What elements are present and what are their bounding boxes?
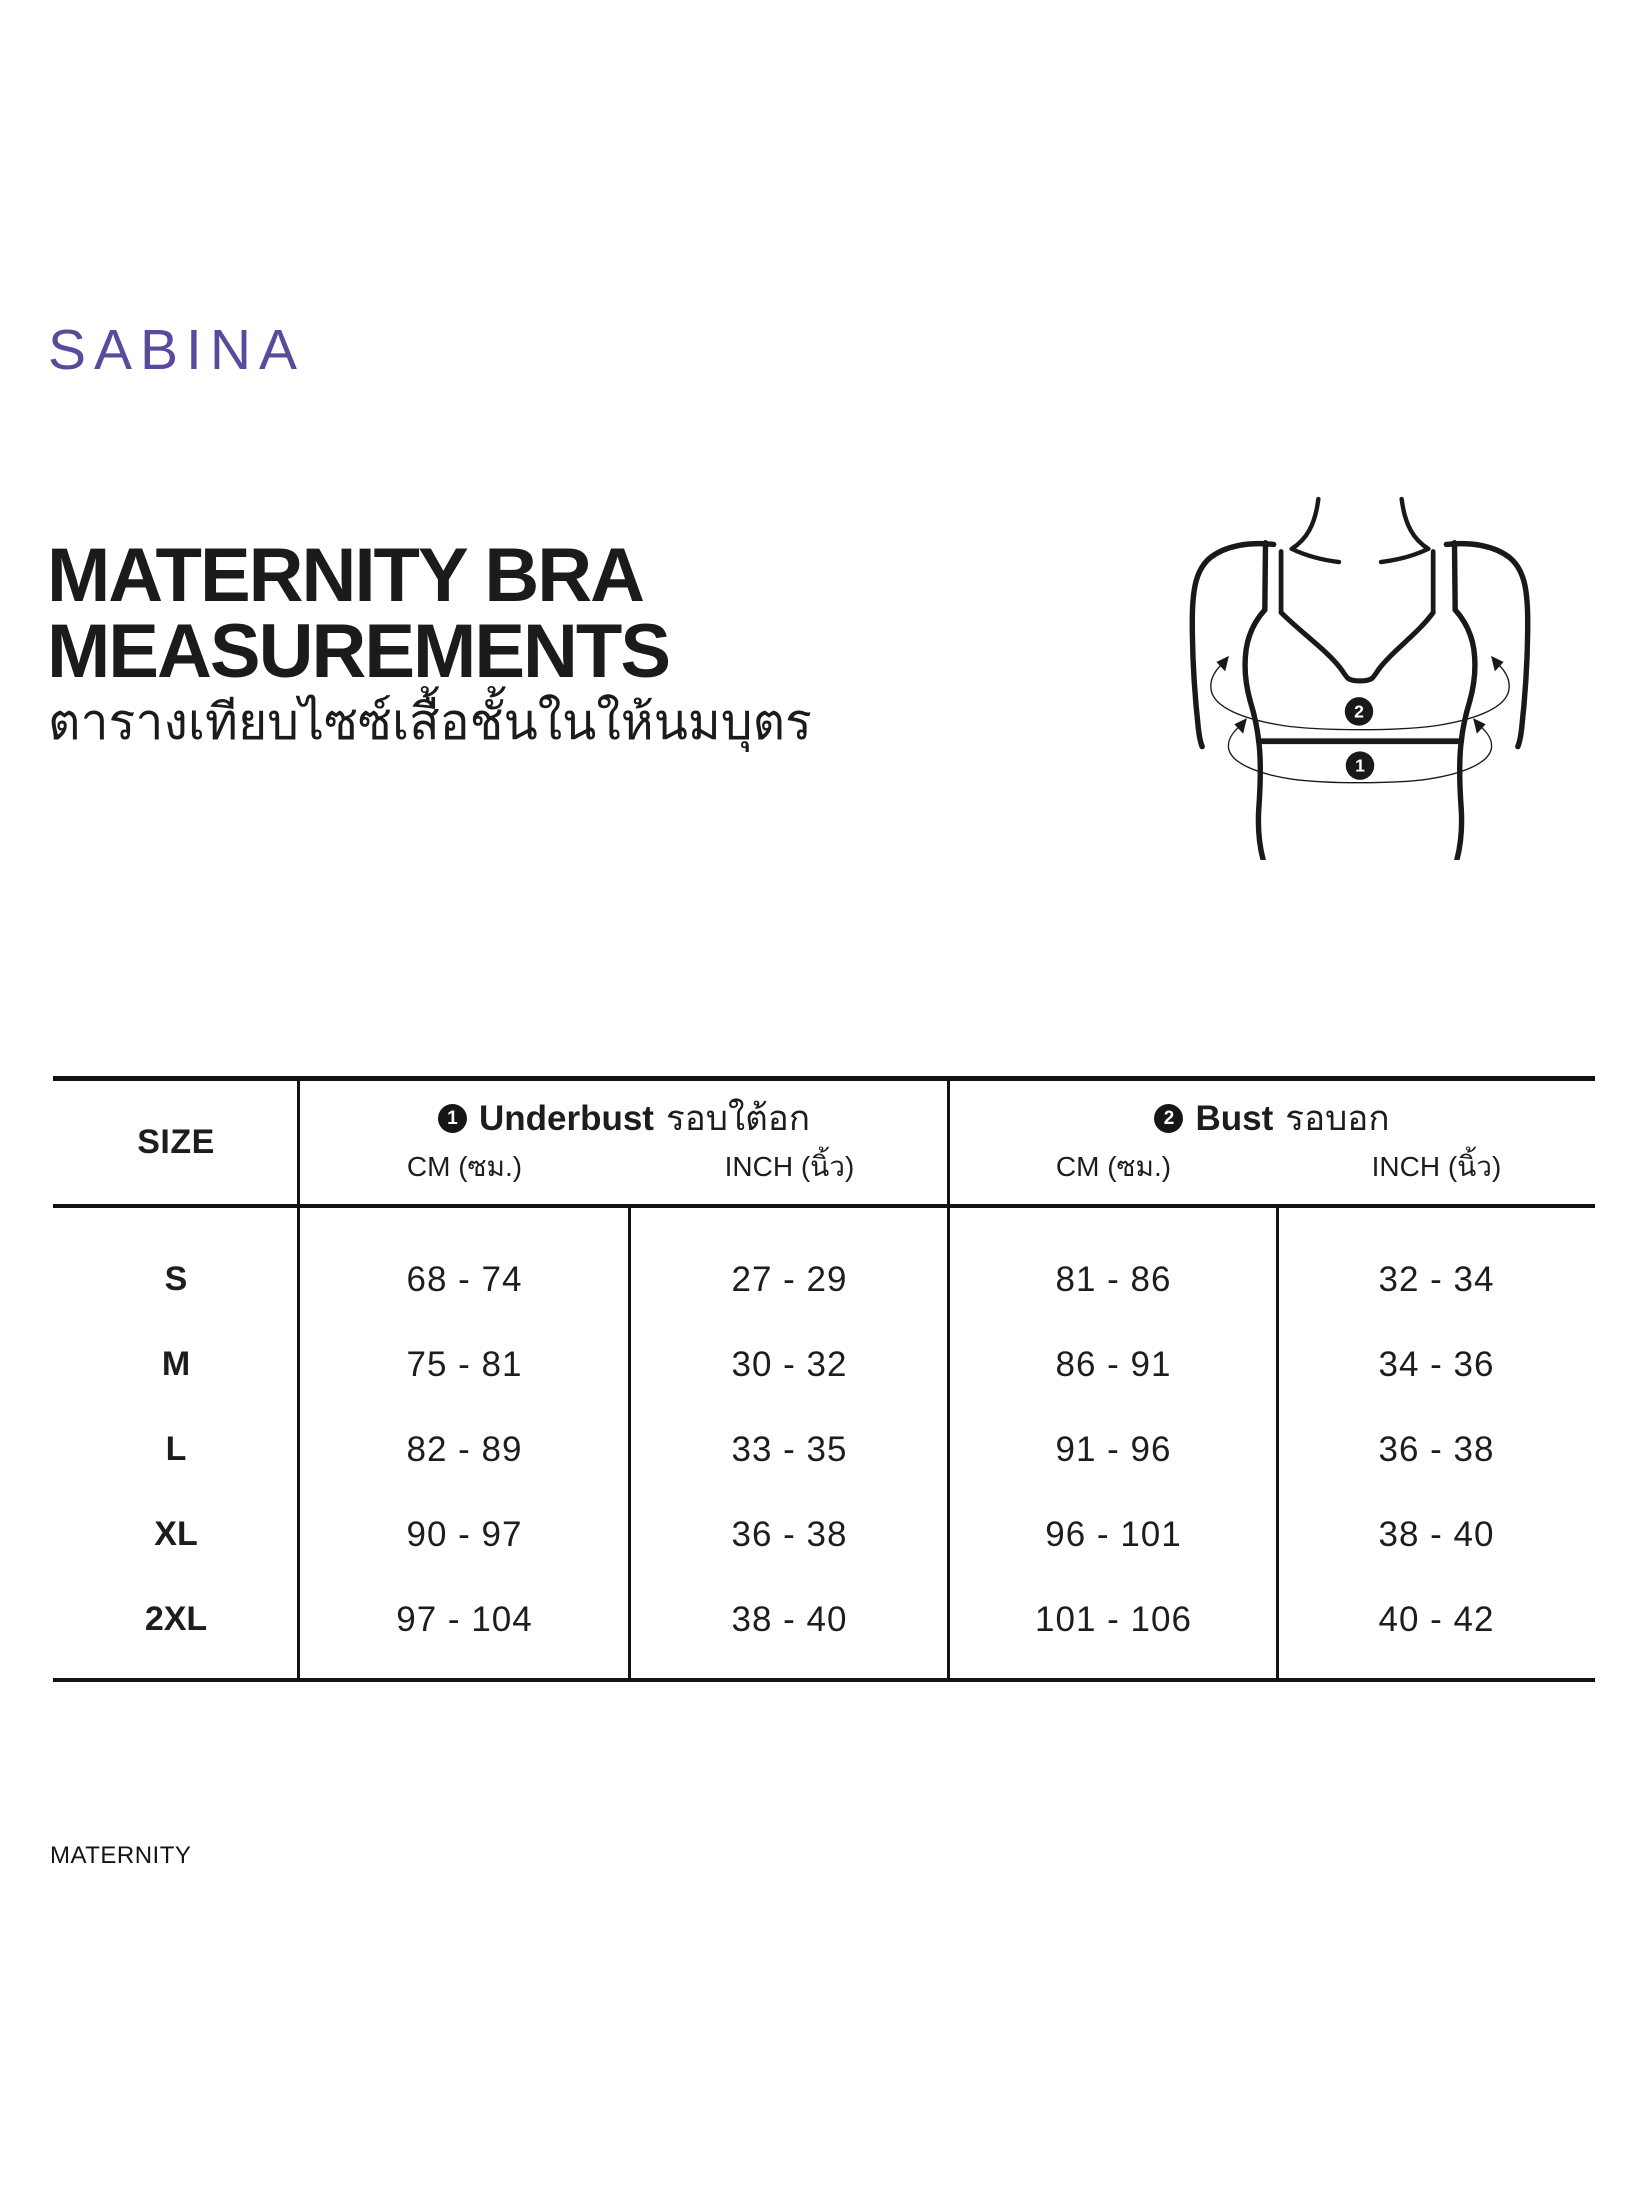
arrow-icon xyxy=(1216,656,1229,672)
bust-inch-value: 32 - 34 xyxy=(1378,1259,1495,1299)
table-header xyxy=(53,1081,1595,1208)
size-table xyxy=(53,1076,1595,1682)
underbust-inch-value: 36 - 38 xyxy=(731,1514,848,1554)
underbust-title-en: Underbust xyxy=(478,1098,654,1138)
table-row xyxy=(53,1407,1595,1492)
column-header-size: SIZE xyxy=(137,1123,215,1161)
bust-number-badge: 2 xyxy=(1154,1104,1183,1133)
bust-cm-value: 96 - 101 xyxy=(1045,1514,1182,1554)
brand-logo: SABINA xyxy=(48,318,306,382)
column-header-bust xyxy=(949,1081,1595,1204)
table-body xyxy=(53,1208,1595,1678)
torso-outline xyxy=(1192,499,1527,860)
underbust-cm-value: 75 - 81 xyxy=(406,1344,523,1384)
bra-measurement-illustration xyxy=(1150,470,1570,860)
bust-inch-value: 38 - 40 xyxy=(1378,1514,1495,1554)
page-title xyxy=(47,533,670,694)
bust-cm-value: 101 - 106 xyxy=(1035,1599,1192,1639)
underbust-inch-value: 30 - 32 xyxy=(731,1344,848,1384)
underbust-cm-value: 82 - 89 xyxy=(406,1429,523,1469)
table-row xyxy=(53,1237,1595,1322)
underbust-number-badge: 1 xyxy=(438,1104,467,1133)
title-line-2: MEASUREMENTS xyxy=(47,609,670,694)
subheader-bust-cm: CM (ซม.) xyxy=(1055,1150,1172,1182)
underbust-inch-value: 33 - 35 xyxy=(731,1429,848,1469)
table-row xyxy=(53,1322,1595,1407)
underbust-cm-value: 97 - 104 xyxy=(396,1599,533,1639)
bust-cm-value: 91 - 96 xyxy=(1055,1429,1172,1469)
arrow-icon xyxy=(1473,718,1486,734)
table-row xyxy=(53,1577,1595,1662)
underbust-marker-number: 1 xyxy=(1355,755,1365,776)
subheader-underbust-cm: CM (ซม.) xyxy=(406,1150,523,1182)
size-label: XL xyxy=(154,1515,198,1553)
column-header-underbust xyxy=(299,1081,949,1204)
underbust-inch-value: 27 - 29 xyxy=(731,1259,848,1299)
table-row xyxy=(53,1492,1595,1577)
subtitle-thai: ตารางเทียบไซซ์เสื้อชั้นในให้นมบุตร xyxy=(48,694,812,750)
footer-label: MATERNITY xyxy=(50,1842,192,1869)
bust-inch-value: 34 - 36 xyxy=(1378,1344,1495,1384)
underbust-cm-value: 90 - 97 xyxy=(406,1514,523,1554)
bust-cm-value: 86 - 91 xyxy=(1055,1344,1172,1384)
subheader-underbust-inch: INCH (นิ้ว) xyxy=(724,1150,855,1182)
bust-title-th: รอบอก xyxy=(1285,1098,1390,1138)
underbust-inch-value: 38 - 40 xyxy=(731,1599,848,1639)
bust-marker-number: 2 xyxy=(1354,701,1364,722)
bust-marker-badge xyxy=(1345,697,1373,725)
size-label: M xyxy=(161,1345,191,1383)
title-line-1: MATERNITY BRA xyxy=(47,533,644,618)
bust-title-en: Bust xyxy=(1195,1098,1274,1138)
bust-inch-value: 40 - 42 xyxy=(1378,1599,1495,1639)
arrow-icon xyxy=(1491,656,1504,672)
bust-cm-value: 81 - 86 xyxy=(1055,1259,1172,1299)
underbust-title-th: รอบใต้อก xyxy=(665,1098,811,1138)
bust-inch-value: 36 - 38 xyxy=(1378,1429,1495,1469)
size-label: 2XL xyxy=(144,1600,208,1638)
arrow-icon xyxy=(1234,718,1247,734)
underbust-cm-value: 68 - 74 xyxy=(406,1259,523,1299)
size-label: L xyxy=(165,1430,187,1468)
subheader-bust-inch: INCH (นิ้ว) xyxy=(1371,1150,1502,1182)
size-label: S xyxy=(164,1260,188,1298)
underbust-marker-badge xyxy=(1346,751,1374,779)
